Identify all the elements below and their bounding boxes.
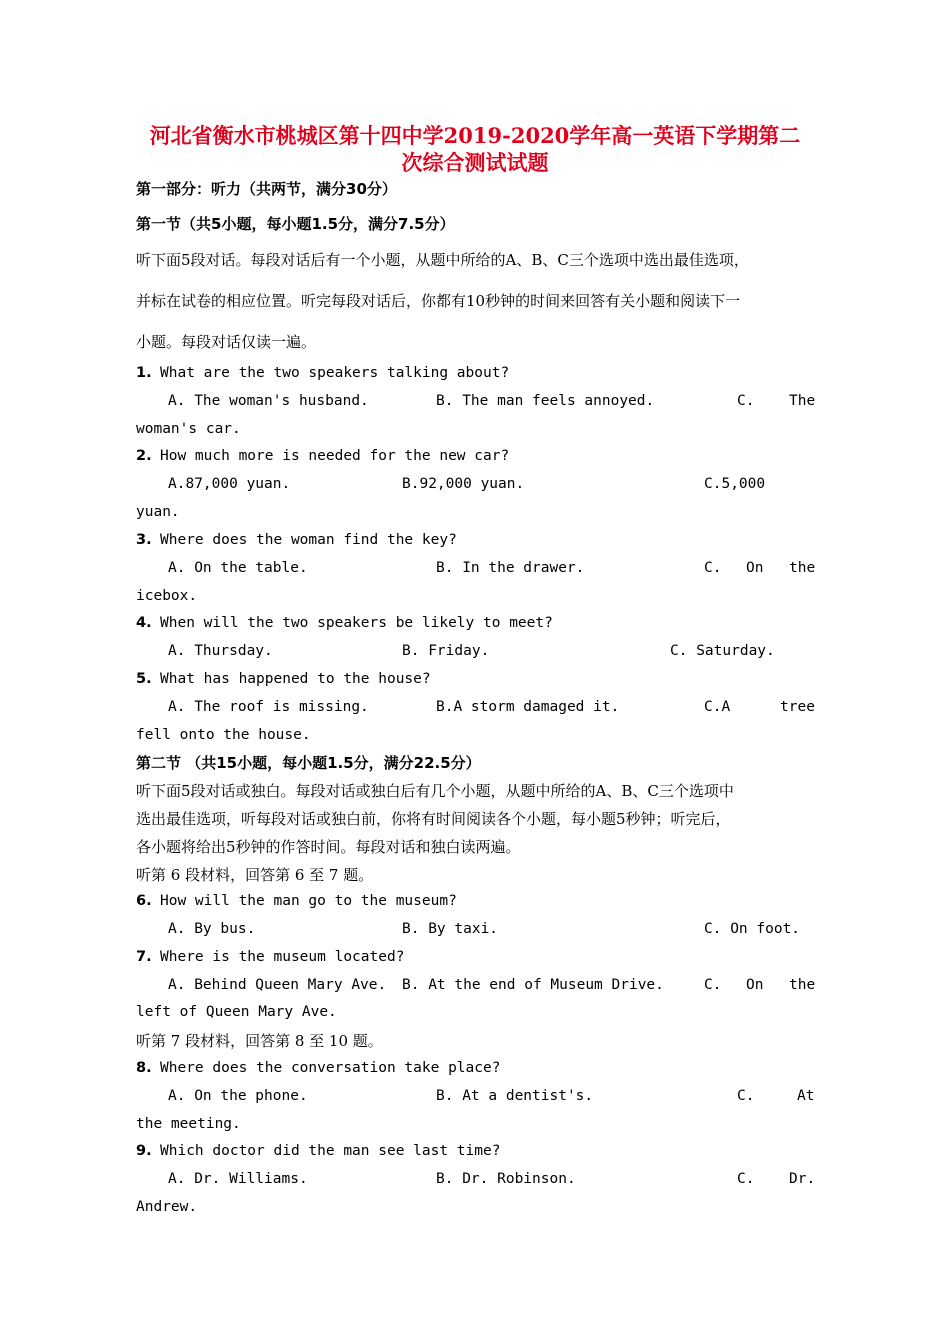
option-c-wrap: the meeting. [136,1116,241,1132]
section1-intro-line1: 听下面5段对话。每段对话后有一个小题，从题中所给的A、B、C三个选项中选出最佳选项， [136,251,749,269]
option-c-tail: The [789,393,816,409]
section2-heading: 第二节 （共15小题，每小题1.5分，满分22.5分） [136,754,481,772]
option-b: B. In the drawer. [436,560,585,576]
question-text: How will the man go to the museum? [160,893,457,909]
question-number: 7. [136,949,152,965]
option-a: A. By bus. [168,921,256,937]
option-b: B. At a dentist's. [436,1088,594,1104]
question-text: Where does the conversation take place? [160,1060,501,1076]
option-c-wrap: fell onto the house. [136,727,311,743]
option-a: A. Behind Queen Mary Ave. [168,977,387,993]
document-title-line2: 次综合测试试题 [401,150,549,175]
option-c: C.5,000 [704,476,766,492]
option-b: B. Dr. Robinson. [436,1171,576,1187]
section2-intro-line1: 听下面5段对话或独白。每段对话或独白后有几个小题，从题中所给的A、B、C三个选项中 [136,782,734,800]
option-b: B. The man feels annoyed. [436,393,655,409]
question-text: Where does the woman find the key? [160,532,457,548]
option-a: A. The woman's husband. [168,393,369,409]
option-c: C. [737,1171,755,1187]
option-a: A. The roof is missing. [168,699,369,715]
option-a: A. Thursday. [168,643,273,659]
option-b: B.A storm damaged it. [436,699,620,715]
question-text: When will the two speakers be likely to meet? [160,615,553,631]
section1-intro-line2: 并标在试卷的相应位置。听完每段对话后，你都有10秒钟的时间来回答有关小题和阅读下一 [136,292,741,310]
question-number: 5. [136,671,152,687]
option-c-tail: the [789,560,816,576]
option-c: C.A [704,699,731,715]
option-c-wrap: left of Queen Mary Ave. [136,1004,337,1020]
material-instruction: 听第 7 段材料，回答第 8 至 10 题。 [136,1032,383,1050]
part1-heading: 第一部分：听力（共两节，满分30分） [136,180,397,198]
option-c: C. Saturday. [670,643,775,659]
question-text: Where is the museum located? [160,949,405,965]
section2-intro-line2: 选出最佳选项，听每段对话或独白前，你将有时间阅读各个小题，每小题5秒钟；听完后， [136,810,731,828]
option-c-tail: tree [780,699,815,715]
option-c-tail: the [789,977,816,993]
question-number: 1. [136,365,152,381]
option-a: A.87,000 yuan. [168,476,291,492]
option-a: A. On the table. [168,560,308,576]
question-number: 6. [136,893,152,909]
option-c-mid: On [746,560,764,576]
question-number: 4. [136,615,152,631]
option-c: C. [737,393,755,409]
option-c: C. On foot. [704,921,801,937]
option-c: C. [704,560,722,576]
option-c-tail: At [797,1088,815,1104]
section2-intro-line3: 各小题将给出5秒钟的作答时间。每段对话和独白读两遍。 [136,838,521,856]
question-text: What are the two speakers talking about? [160,365,510,381]
question-text: How much more is needed for the new car? [160,448,510,464]
question-text: Which doctor did the man see last time? [160,1143,501,1159]
option-c: C. [704,977,722,993]
option-c-tail: Dr. [789,1171,816,1187]
option-b: B. By taxi. [402,921,499,937]
option-c-wrap: Andrew. [136,1199,198,1215]
question-number: 3. [136,532,152,548]
option-b: B. At the end of Museum Drive. [402,977,664,993]
material-instruction: 听第 6 段材料，回答第 6 至 7 题。 [136,866,374,884]
section1-heading: 第一节（共5小题，每小题1.5分，满分7.5分） [136,215,455,233]
option-c-mid: On [746,977,764,993]
option-b: B. Friday. [402,643,490,659]
option-c-wrap: woman's car. [136,421,241,437]
document-title-line1: 河北省衡水市桃城区第十四中学2019-2020学年高一英语下学期第二 [149,123,801,148]
option-a: A. On the phone. [168,1088,308,1104]
option-c: C. [737,1088,755,1104]
question-number: 2. [136,448,152,464]
question-number: 9. [136,1143,152,1159]
section1-intro-line3: 小题。每段对话仅读一遍。 [136,333,317,351]
option-a: A. Dr. Williams. [168,1171,308,1187]
question-text: What has happened to the house? [160,671,431,687]
option-c-wrap: icebox. [136,588,198,604]
question-number: 8. [136,1060,152,1076]
option-c-wrap: yuan. [136,504,180,520]
option-b: B.92,000 yuan. [402,476,525,492]
